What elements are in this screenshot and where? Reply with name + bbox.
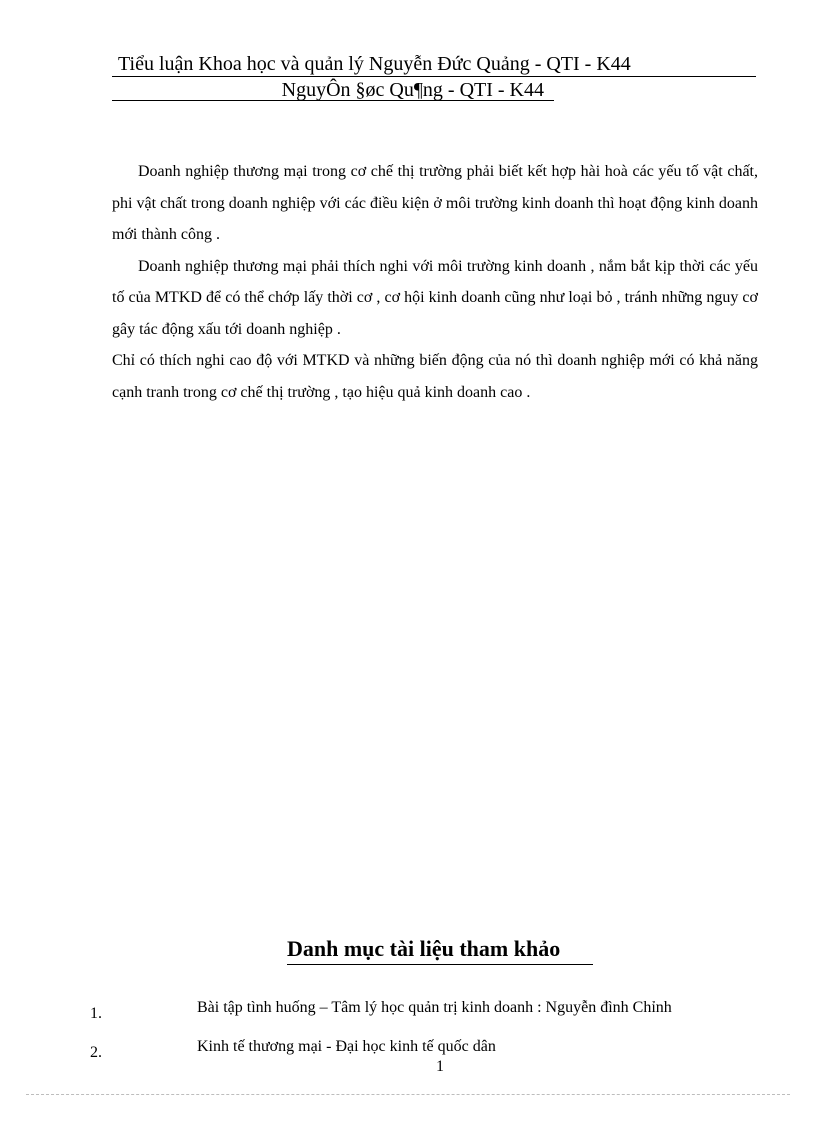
running-header-title: Tiểu luận Khoa học và quản lý Nguyễn Đức Quảng - QTI - K44 xyxy=(112,52,756,77)
paragraph-1: Doanh nghiệp thương mại trong cơ chế thị trường phải biết kết hợp hài hoà các yếu tố vật chất, phi vật chất trong doanh nghiệp với các điều kiện ở môi trường kinh doanh thì hoạt động kinh doanh mới thành công . xyxy=(112,163,758,243)
running-header-author: NguyÔn §øc Qu¶ng - QTI - K44 xyxy=(112,79,554,101)
references-title: Danh mục tài liệu tham khảo xyxy=(287,934,593,965)
reference-number: 2. xyxy=(90,1044,102,1061)
reference-item xyxy=(90,996,790,1020)
reference-text: Kinh tế thương mại - Đại học kinh tế quốc dân xyxy=(197,1038,496,1055)
body-text xyxy=(112,156,758,408)
reference-text: Bài tập tình huống – Tâm lý học quản trị kinh doanh : Nguyễn đình Chỉnh xyxy=(197,999,672,1016)
page-number: 1 xyxy=(436,1058,444,1075)
reference-item xyxy=(90,1035,790,1059)
paragraph-3: Chỉ có thích nghi cao độ với MTKD và những biến động của nó thì doanh nghiệp mới có khả năng cạnh tranh trong cơ chế thị trường , tạo hiệu quả kinh doanh cao . xyxy=(112,352,758,401)
page-break-divider xyxy=(26,1094,790,1095)
reference-number: 1. xyxy=(90,1005,102,1022)
paragraph-2: Doanh nghiệp thương mại phải thích nghi với môi trường kinh doanh , nắm bắt kịp thời các yếu tố của MTKD để có thể chớp lấy thời cơ , cơ hội kinh doanh cũng như loại bỏ , tránh những nguy cơ gây tác động xấu tới doanh nghiệp . xyxy=(112,257,758,338)
